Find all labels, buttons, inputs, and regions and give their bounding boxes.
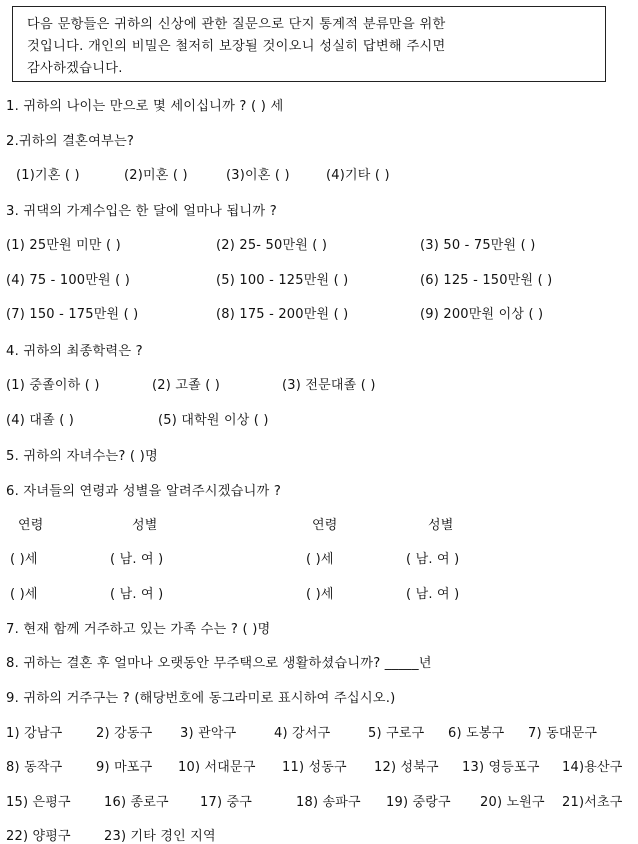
- q6-sex-header-right: 성별: [428, 518, 454, 533]
- q9-option-2[interactable]: 2) 강동구: [96, 726, 153, 741]
- q3-option-5[interactable]: (5) 100 - 125만원 ( ): [216, 273, 349, 288]
- q6-sex-header-left: 성별: [132, 518, 158, 533]
- q6-child-1-age[interactable]: ( )세: [10, 552, 38, 567]
- question-3: 3. 귀댁의 가계수입은 한 달에 얼마나 됩니까 ?: [6, 204, 277, 219]
- notice-line-3: 감사하겠습니다.: [27, 61, 123, 76]
- q6-child-2-sex[interactable]: ( 남. 여 ): [406, 552, 460, 567]
- notice-box: [12, 6, 606, 82]
- q6-child-1-sex[interactable]: ( 남. 여 ): [110, 552, 164, 567]
- q9-option-6[interactable]: 6) 도봉구: [448, 726, 505, 741]
- q6-child-4-sex[interactable]: ( 남. 여 ): [406, 587, 460, 602]
- q2-option-2[interactable]: (2)미혼 ( ): [124, 168, 188, 183]
- q9-option-22[interactable]: 22) 양평구: [6, 829, 71, 844]
- q3-option-8[interactable]: (8) 175 - 200만원 ( ): [216, 307, 349, 322]
- q2-option-4[interactable]: (4)기타 ( ): [326, 168, 390, 183]
- q3-option-4[interactable]: (4) 75 - 100만원 ( ): [6, 273, 130, 288]
- q9-option-14[interactable]: 14)용산구: [562, 760, 623, 775]
- q9-option-3[interactable]: 3) 관악구: [180, 726, 237, 741]
- q9-option-21[interactable]: 21)서초구: [562, 795, 623, 810]
- q6-child-4-age[interactable]: ( )세: [306, 587, 334, 602]
- q2-option-1[interactable]: (1)기혼 ( ): [16, 168, 80, 183]
- q4-option-2[interactable]: (2) 고졸 ( ): [152, 378, 221, 393]
- q6-child-3-sex[interactable]: ( 남. 여 ): [110, 587, 164, 602]
- notice-line-1: 다음 문항들은 귀하의 신상에 관한 질문으로 단지 통계적 분류만을 위한: [27, 17, 446, 32]
- notice-line-2: 것입니다. 개인의 비밀은 철저히 보장될 것이오니 성실히 답변해 주시면: [27, 39, 446, 54]
- q6-age-header-left: 연령: [18, 518, 44, 533]
- q9-option-5[interactable]: 5) 구로구: [368, 726, 425, 741]
- q6-child-2-age[interactable]: ( )세: [306, 552, 334, 567]
- q2-option-3[interactable]: (3)이혼 ( ): [226, 168, 290, 183]
- q9-option-9[interactable]: 9) 마포구: [96, 760, 153, 775]
- q4-option-5[interactable]: (5) 대학원 이상 ( ): [158, 413, 269, 428]
- q9-option-19[interactable]: 19) 중랑구: [386, 795, 451, 810]
- q9-option-8[interactable]: 8) 동작구: [6, 760, 63, 775]
- q9-option-15[interactable]: 15) 은평구: [6, 795, 71, 810]
- q3-option-2[interactable]: (2) 25- 50만원 ( ): [216, 238, 328, 253]
- q9-option-20[interactable]: 20) 노원구: [480, 795, 545, 810]
- q4-option-1[interactable]: (1) 중졸이하 ( ): [6, 378, 100, 393]
- q3-option-6[interactable]: (6) 125 - 150만원 ( ): [420, 273, 553, 288]
- question-4: 4. 귀하의 최종학력은 ?: [6, 344, 143, 359]
- q9-option-13[interactable]: 13) 영등포구: [462, 760, 540, 775]
- q9-option-17[interactable]: 17) 중구: [200, 795, 253, 810]
- q6-age-header-right: 연령: [312, 518, 338, 533]
- q3-option-3[interactable]: (3) 50 - 75만원 ( ): [420, 238, 536, 253]
- question-6: 6. 자녀들의 연령과 성별을 알려주시겠습니까 ?: [6, 484, 282, 499]
- q9-option-11[interactable]: 11) 성동구: [282, 760, 347, 775]
- q9-option-10[interactable]: 10) 서대문구: [178, 760, 256, 775]
- q3-option-7[interactable]: (7) 150 - 175만원 ( ): [6, 307, 139, 322]
- q4-option-4[interactable]: (4) 대졸 ( ): [6, 413, 75, 428]
- question-7: 7. 현재 함께 거주하고 있는 가족 수는 ? ( )명: [6, 622, 271, 637]
- q9-option-4[interactable]: 4) 강서구: [274, 726, 331, 741]
- question-8: 8. 귀하는 결혼 후 얼마나 오랫동안 무주택으로 생활하셨습니까? _____년: [6, 656, 432, 671]
- q6-child-3-age[interactable]: ( )세: [10, 587, 38, 602]
- q9-option-12[interactable]: 12) 성북구: [374, 760, 439, 775]
- q9-option-23[interactable]: 23) 기타 경인 지역: [104, 829, 216, 844]
- q3-option-1[interactable]: (1) 25만원 미만 ( ): [6, 238, 121, 253]
- q9-option-1[interactable]: 1) 강남구: [6, 726, 63, 741]
- q9-option-16[interactable]: 16) 종로구: [104, 795, 169, 810]
- question-2: 2.귀하의 결혼여부는?: [6, 134, 135, 149]
- question-1: 1. 귀하의 나이는 만으로 몇 세이십니까 ? ( ) 세: [6, 99, 284, 114]
- question-9: 9. 귀하의 거주구는 ? (해당번호에 동그라미로 표시하여 주십시오.): [6, 691, 396, 706]
- question-5: 5. 귀하의 자녀수는? ( )명: [6, 449, 158, 464]
- q4-option-3[interactable]: (3) 전문대졸 ( ): [282, 378, 376, 393]
- q9-option-7[interactable]: 7) 동대문구: [528, 726, 598, 741]
- q9-option-18[interactable]: 18) 송파구: [296, 795, 361, 810]
- q3-option-9[interactable]: (9) 200만원 이상 ( ): [420, 307, 544, 322]
